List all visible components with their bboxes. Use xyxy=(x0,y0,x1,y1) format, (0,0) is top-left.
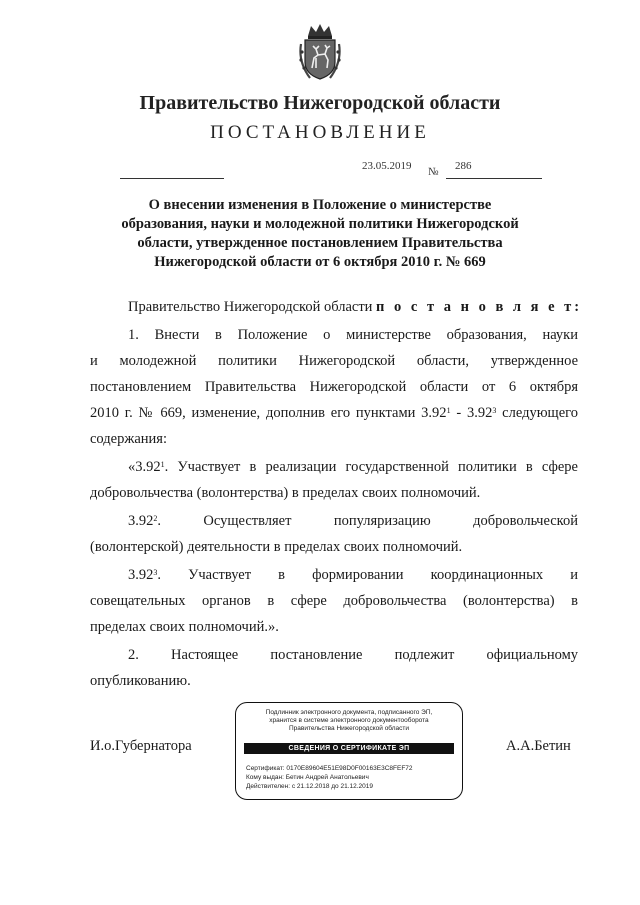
superscript: 1 xyxy=(160,460,165,469)
item-text: . Осуществляет популяризацию добровольческой xyxy=(157,513,578,529)
clause-1-line: содержания: xyxy=(90,431,168,447)
heading-line: области, утвержденное постановлением Правительства xyxy=(137,235,503,251)
clause-2-line: опубликованию. xyxy=(90,673,191,689)
item-3921-line xyxy=(128,454,578,480)
document-number: 286 xyxy=(455,160,472,172)
certificate-validity: Действителен: с 21.12.2018 до 21.12.2019 xyxy=(246,783,374,790)
document-date: 23.05.2019 xyxy=(362,160,412,172)
heading-line: Нижегородской области от 6 октября 2010 г. № 669 xyxy=(154,254,486,270)
clause-1-line xyxy=(90,400,578,426)
item-text: . Участвует в реализации государственной политики в сфере xyxy=(164,459,578,475)
clause-1-text: 2010 г. № 669, изменение, дополнив его пунктами 3.92 xyxy=(90,405,447,421)
heading-line: образования, науки и молодежной политики Нижегородской xyxy=(121,216,519,232)
intro-paragraph xyxy=(128,294,582,320)
superscript: 2 xyxy=(153,514,158,523)
signatory-position: И.о.Губернатора xyxy=(90,738,192,754)
certificate-id: Сертификат: 0170E89604E51E98D0F00163E3C8FEF72 xyxy=(246,765,413,772)
clause-1-line: и молодежной политики Нижегородской области, утвержденное xyxy=(90,353,578,369)
number-underline xyxy=(446,177,542,179)
item-3922-line: (волонтерской) деятельности в пределах своих полномочий. xyxy=(90,539,463,555)
superscript: 1 xyxy=(446,406,451,415)
clause-1-line: 1. Внести в Положение о министерстве образования, науки xyxy=(128,327,578,343)
item-3923-line xyxy=(128,562,578,588)
item-number: 3.92 xyxy=(128,513,154,529)
stamp-line: Правительства Нижегородской области xyxy=(288,725,410,732)
blank-date-line xyxy=(120,177,224,179)
document-kind: ПОСТАНОВЛЕНИЕ xyxy=(210,122,430,143)
clause-1-text: - 3.92 xyxy=(450,405,493,421)
certificate-owner: Кому выдан: Бетин Андрей Анатольевич xyxy=(246,774,369,781)
clause-1-text: следующего xyxy=(496,405,578,421)
stamp-line: Подлинник электронного документа, подписанного ЭП, xyxy=(265,709,433,716)
item-number: «3.92 xyxy=(128,459,161,475)
item-3922-line xyxy=(128,508,578,534)
intro-resolves: п о с т а н о в л я е т: xyxy=(376,299,583,315)
coat-of-arms-emblem xyxy=(298,22,342,82)
item-text: . Участвует в формировании координационных и xyxy=(157,567,578,583)
item-number: 3.92 xyxy=(128,567,154,583)
item-3923-line: совещательных органов в сфере добровольчества (волонтерства) в xyxy=(90,593,578,609)
intro-prefix: Правительство Нижегородской области xyxy=(128,299,377,315)
clause-2-line: 2. Настоящее постановление подлежит официальному xyxy=(128,647,578,663)
certificate-info-bar: СВЕДЕНИЯ О СЕРТИФИКАТЕ ЭП xyxy=(244,743,454,754)
signatory-name: А.А.Бетин xyxy=(506,738,571,754)
document-heading xyxy=(90,196,550,272)
stamp-line: хранится в системе электронного документооборота xyxy=(269,717,429,724)
heading-line: О внесении изменения в Положение о министерстве xyxy=(148,197,492,213)
superscript: 3 xyxy=(153,568,158,577)
superscript: 3 xyxy=(492,406,497,415)
item-3923-line: пределах своих полномочий.». xyxy=(90,619,279,635)
government-title: Правительство Нижегородской области xyxy=(139,92,501,114)
electronic-signature-stamp xyxy=(235,702,463,800)
number-sign: № xyxy=(428,166,439,178)
clause-1-line: постановлением Правительства Нижегородской области от 6 октября xyxy=(90,379,578,395)
item-3921-line: добровольчества (волонтерства) в пределах своих полномочий. xyxy=(90,485,481,501)
